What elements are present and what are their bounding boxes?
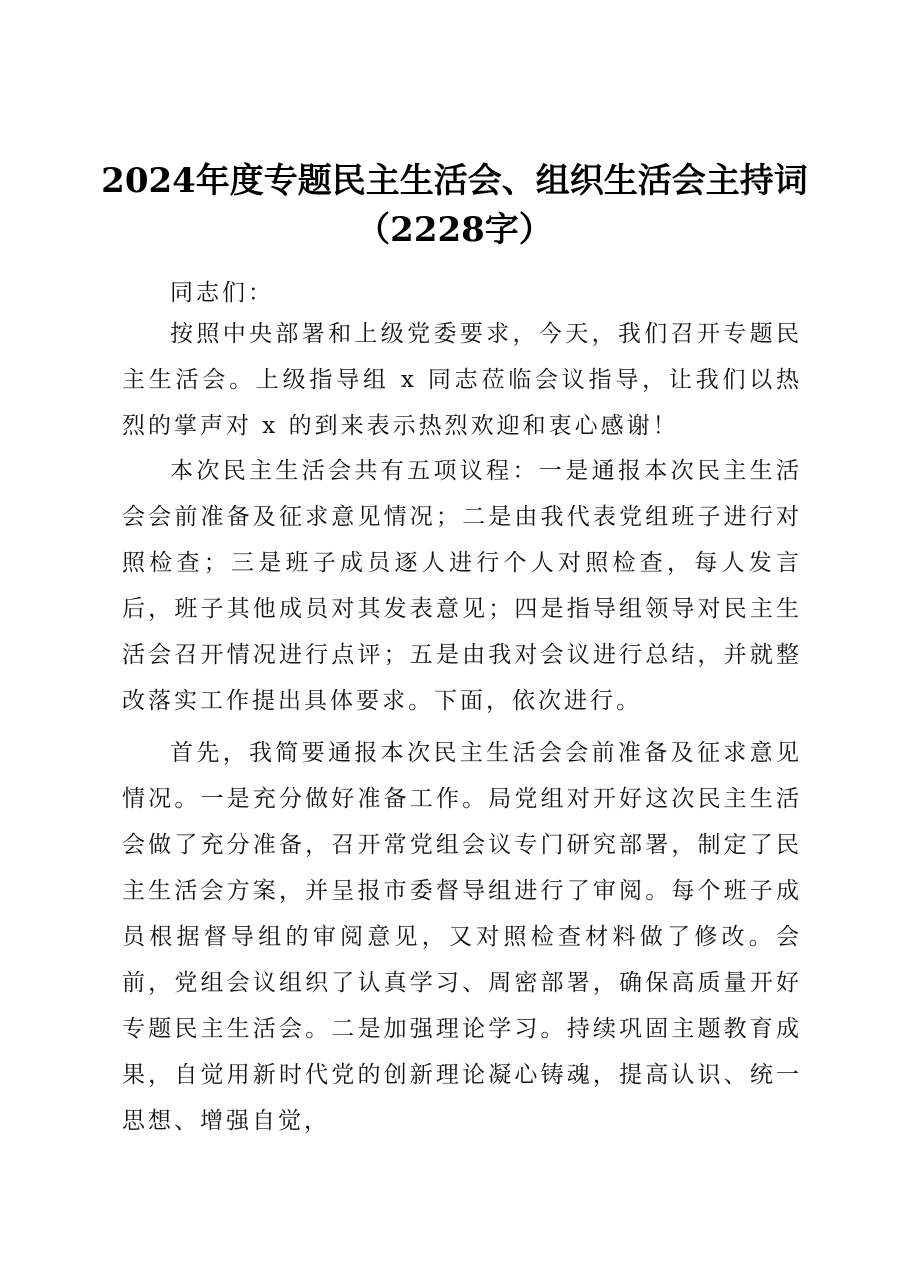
document-title: 2024年度专题民主生活会、组织生活会主持词（2228字） <box>101 161 808 250</box>
paragraph-preparation: 首先，我简要通报本次民主生活会会前准备及征求意见情况。一是充分做好准备工作。局党组对开好这次民主生活会做了充分准备，召开常党组会议专门研究部署，制定了民主生活会方案，并呈报市委督导组进行了审阅。每个班子成员根据督导组的审阅意见，又对照检查材料做了修改。会前，党组会议组织了认真学习、周密部署，确保高质量开好专题民主生活会。二是加强理论学习。持续巩固主题教育成果，自觉用新时代党的创新理论凝心铸魂，提高认识、统一思想、增强自觉， <box>122 740 802 1134</box>
paragraph-intro: 按照中央部署和上级党委要求，今天，我们召开专题民主生活会。上级指导组 x 同志莅临会议指导，让我们以热烈的掌声对 x 的到来表示热烈欢迎和衷心感谢！ <box>122 321 802 439</box>
salutation: 同志们： <box>170 280 274 306</box>
paragraph-agenda: 本次民主生活会共有五项议程：一是通报本次民主生活会会前准备及征求意见情况；二是由我代表党组班子进行对照检查；三是班子成员逐人进行个人对照检查，每人发言后，班子其他成员对其发表意见；四是指导组领导对民主生活会召开情况进行点评；五是由我对会议进行总结，并就整改落实工作提出具体要求。下面，依次进行。 <box>122 458 802 714</box>
